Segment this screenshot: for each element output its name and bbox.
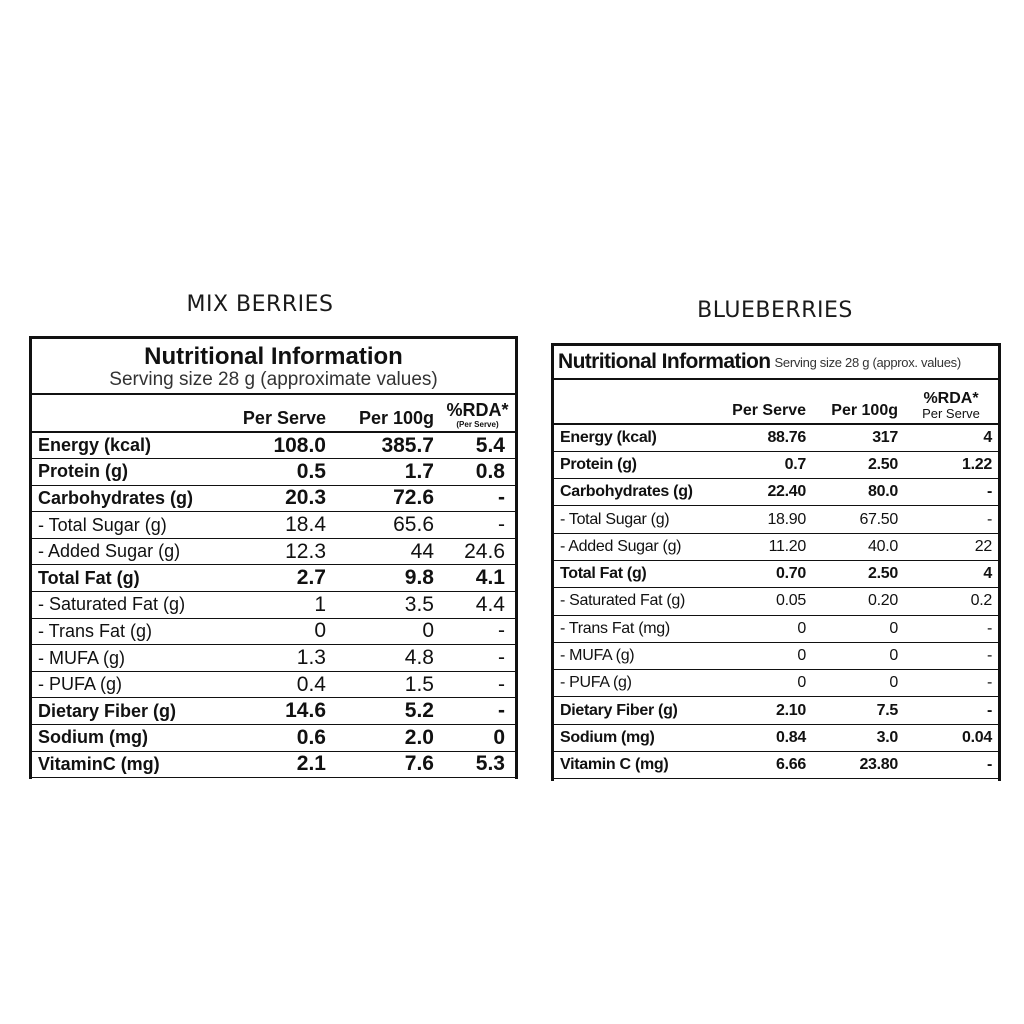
nutrient-label: - MUFA (g): [38, 647, 126, 668]
rda-value: 0: [493, 725, 505, 749]
per-serve-value: 0.70: [776, 565, 806, 583]
panel-header: [554, 346, 998, 380]
table-row: [554, 615, 998, 642]
table-row: [554, 697, 998, 724]
nutrient-label: - Added Sugar (g): [560, 537, 682, 555]
table-row: [32, 432, 515, 459]
per-100g-value: 4.8: [404, 646, 434, 670]
nutrition-table: [554, 380, 998, 779]
table-row: [32, 751, 515, 778]
rda-value: -: [498, 646, 505, 670]
panel-header: [32, 339, 515, 395]
label-column-header: [554, 380, 712, 424]
per-serve-value: 0.6: [296, 725, 326, 749]
nutrient-label: - Saturated Fat (g): [38, 594, 186, 615]
table-row: [32, 565, 515, 592]
blueberries-caption: BLUEBERRIES: [697, 298, 853, 323]
table-row: [554, 451, 998, 478]
per-serve-value: 88.76: [767, 428, 806, 446]
per-serve-value: 108.0: [273, 433, 326, 457]
nutrient-label: Dietary Fiber (g): [560, 701, 678, 719]
table-row: [554, 560, 998, 587]
table-row: [554, 642, 998, 669]
rda-value: 0.2: [970, 592, 992, 610]
nutrient-label: Sodium (mg): [560, 728, 655, 746]
rda-value: -: [986, 756, 992, 774]
per-serve-value: 18.4: [285, 513, 326, 537]
per-serve-value: 0.84: [776, 728, 806, 746]
nutrient-label: Sodium (mg): [38, 727, 148, 748]
per-100g-value: 7.5: [876, 701, 898, 719]
nutrient-label: - PUFA (g): [38, 674, 123, 695]
nutrient-label: - Trans Fat (mg): [560, 619, 670, 637]
per-serve-value: 11.20: [768, 537, 806, 555]
per-100g-value: 67.50: [859, 510, 898, 528]
per-serve-value: 12.3: [285, 539, 326, 563]
label-column-header: [32, 395, 230, 432]
table-header-row: [554, 380, 998, 424]
table-row: [554, 588, 998, 615]
serving-size: Serving size 28 g (approx. values): [774, 354, 961, 370]
per-100g-value: 80.0: [868, 483, 898, 501]
nutrient-label: Protein (g): [38, 461, 128, 482]
per-serve-value: 0.7: [784, 455, 806, 473]
table-row: [554, 479, 998, 506]
per-100g-value: 44: [410, 539, 434, 563]
nutrient-label: - Total Sugar (g): [560, 510, 670, 528]
per-100g-value: 7.6: [404, 752, 434, 776]
rda-header-sub: (Per Serve): [456, 420, 499, 429]
per-100g-value: 72.6: [393, 486, 434, 510]
rda-value: -: [986, 674, 992, 692]
per-100g-value: 5.2: [404, 699, 434, 723]
serving-size: Serving size 28 g (approximate values): [109, 369, 438, 390]
rda-value: -: [498, 486, 505, 510]
nutrition-table: [32, 395, 515, 778]
mix-berries-caption: MIX BERRIES: [186, 292, 334, 317]
per-100g-value: 317: [872, 428, 898, 446]
rda-value: 1.22: [962, 455, 992, 473]
table-row: [554, 424, 998, 451]
rda-value: -: [498, 699, 505, 723]
rda-header: [904, 380, 998, 424]
table-row: [554, 506, 998, 533]
per-100g-value: 40.0: [868, 537, 898, 555]
panel-title: Nutritional Information: [558, 350, 771, 373]
rda-value: 24.6: [464, 539, 505, 563]
per-serve-value: 0: [797, 619, 806, 637]
table-row: [554, 670, 998, 697]
per-100g-value: 0: [889, 674, 898, 692]
nutrient-label: Dietary Fiber (g): [38, 700, 177, 721]
table-header-row: [32, 395, 515, 432]
rda-value: -: [498, 619, 505, 643]
rda-header-label: %RDA*: [923, 390, 979, 407]
table-row: [554, 533, 998, 560]
rda-value: 5.4: [475, 433, 505, 457]
nutrient-label: - Saturated Fat (g): [560, 592, 686, 610]
rda-value: 4.4: [475, 592, 505, 616]
per-serve-value: 0.5: [296, 459, 326, 483]
per-100g-value: 2.50: [868, 455, 898, 473]
per-100g-value: 0: [889, 647, 898, 665]
per-100g-value: 3.5: [404, 592, 434, 616]
per-serve-header: Per Serve: [242, 408, 326, 428]
rda-value: -: [498, 513, 505, 537]
per-serve-value: 2.10: [776, 701, 806, 719]
per-100g-value: 0: [422, 619, 434, 643]
panel-title: Nutritional Information: [144, 343, 403, 370]
per-serve-header: Per Serve: [732, 402, 806, 419]
rda-value: -: [986, 619, 992, 637]
per-100g-value: 2.0: [404, 725, 434, 749]
per-serve-value: 0: [797, 674, 806, 692]
table-row: [554, 752, 998, 779]
per-serve-value: 0: [314, 619, 326, 643]
table-row: [32, 538, 515, 565]
rda-value: 4: [983, 428, 992, 446]
table-row: [32, 671, 515, 698]
nutrient-label: - Added Sugar (g): [38, 541, 181, 562]
per-100g-header: Per 100g: [831, 402, 898, 419]
per-serve-value: 0.05: [776, 592, 806, 610]
per-serve-value: 1: [314, 592, 326, 616]
table-row: [32, 592, 515, 619]
per-100g-value: 9.8: [404, 566, 434, 590]
rda-value: -: [986, 647, 992, 665]
nutrient-label: Carbohydrates (g): [560, 483, 693, 501]
table-row: [32, 725, 515, 752]
per-100g-value: 385.7: [381, 433, 434, 457]
rda-value: 0.8: [475, 459, 505, 483]
table-row: [32, 459, 515, 486]
rda-value: -: [986, 483, 992, 501]
nutrient-label: - Total Sugar (g): [38, 514, 167, 535]
rda-header-label: %RDA*: [446, 400, 509, 420]
nutrient-label: Energy (kcal): [560, 428, 657, 446]
nutrient-label: Total Fat (g): [560, 565, 647, 583]
per-100g-value: 65.6: [393, 513, 434, 537]
rda-value: 5.3: [475, 752, 505, 776]
nutrition-rows: [554, 424, 998, 779]
nutrient-label: Total Fat (g): [38, 567, 140, 588]
rda-header: [440, 395, 515, 432]
per-serve-value: 6.66: [776, 756, 806, 774]
rda-value: 0.04: [962, 728, 992, 746]
rda-value: 22: [974, 537, 992, 555]
per-serve-value: 2.1: [296, 752, 326, 776]
table-row: [32, 485, 515, 512]
mix-berries-nutrition-panel: [29, 336, 518, 779]
per-100g-value: 1.5: [404, 672, 434, 696]
nutrition-rows: [32, 432, 515, 778]
nutrient-label: Energy (kcal): [38, 435, 152, 456]
nutrient-label: Protein (g): [560, 455, 637, 473]
per-100g-value: 2.50: [868, 565, 898, 583]
rda-header-sub: Per Serve: [922, 406, 980, 421]
blueberries-nutrition-panel: [551, 343, 1001, 781]
per-100g-header: Per 100g: [358, 408, 434, 428]
table-row: [32, 512, 515, 539]
rda-value: 4: [983, 565, 992, 583]
per-100g-value: 0: [889, 619, 898, 637]
nutrient-label: - Trans Fat (g): [38, 620, 153, 641]
per-100g-value: 23.80: [859, 756, 898, 774]
nutrient-label: Vitamin C (mg): [560, 756, 669, 774]
rda-value: -: [986, 701, 992, 719]
table-row: [32, 645, 515, 672]
nutrient-label: - MUFA (g): [560, 647, 635, 665]
nutrient-label: Carbohydrates (g): [38, 487, 194, 508]
rda-value: -: [498, 672, 505, 696]
table-row: [32, 698, 515, 725]
nutrient-label: VitaminC (mg): [38, 753, 160, 774]
rda-value: -: [986, 510, 992, 528]
per-serve-value: 2.7: [296, 566, 326, 590]
per-serve-value: 18.90: [767, 510, 806, 528]
per-serve-value: 20.3: [285, 486, 326, 510]
table-row: [32, 618, 515, 645]
per-serve-value: 1.3: [296, 646, 326, 670]
rda-value: 4.1: [475, 566, 505, 590]
per-100g-value: 3.0: [876, 728, 898, 746]
nutrient-label: - PUFA (g): [560, 674, 632, 692]
per-100g-value: 0.20: [868, 592, 898, 610]
per-serve-value: 22.40: [767, 483, 806, 501]
per-serve-value: 0.4: [296, 672, 326, 696]
per-serve-value: 14.6: [285, 699, 326, 723]
per-100g-value: 1.7: [404, 459, 434, 483]
table-row: [554, 724, 998, 751]
per-serve-value: 0: [797, 647, 806, 665]
